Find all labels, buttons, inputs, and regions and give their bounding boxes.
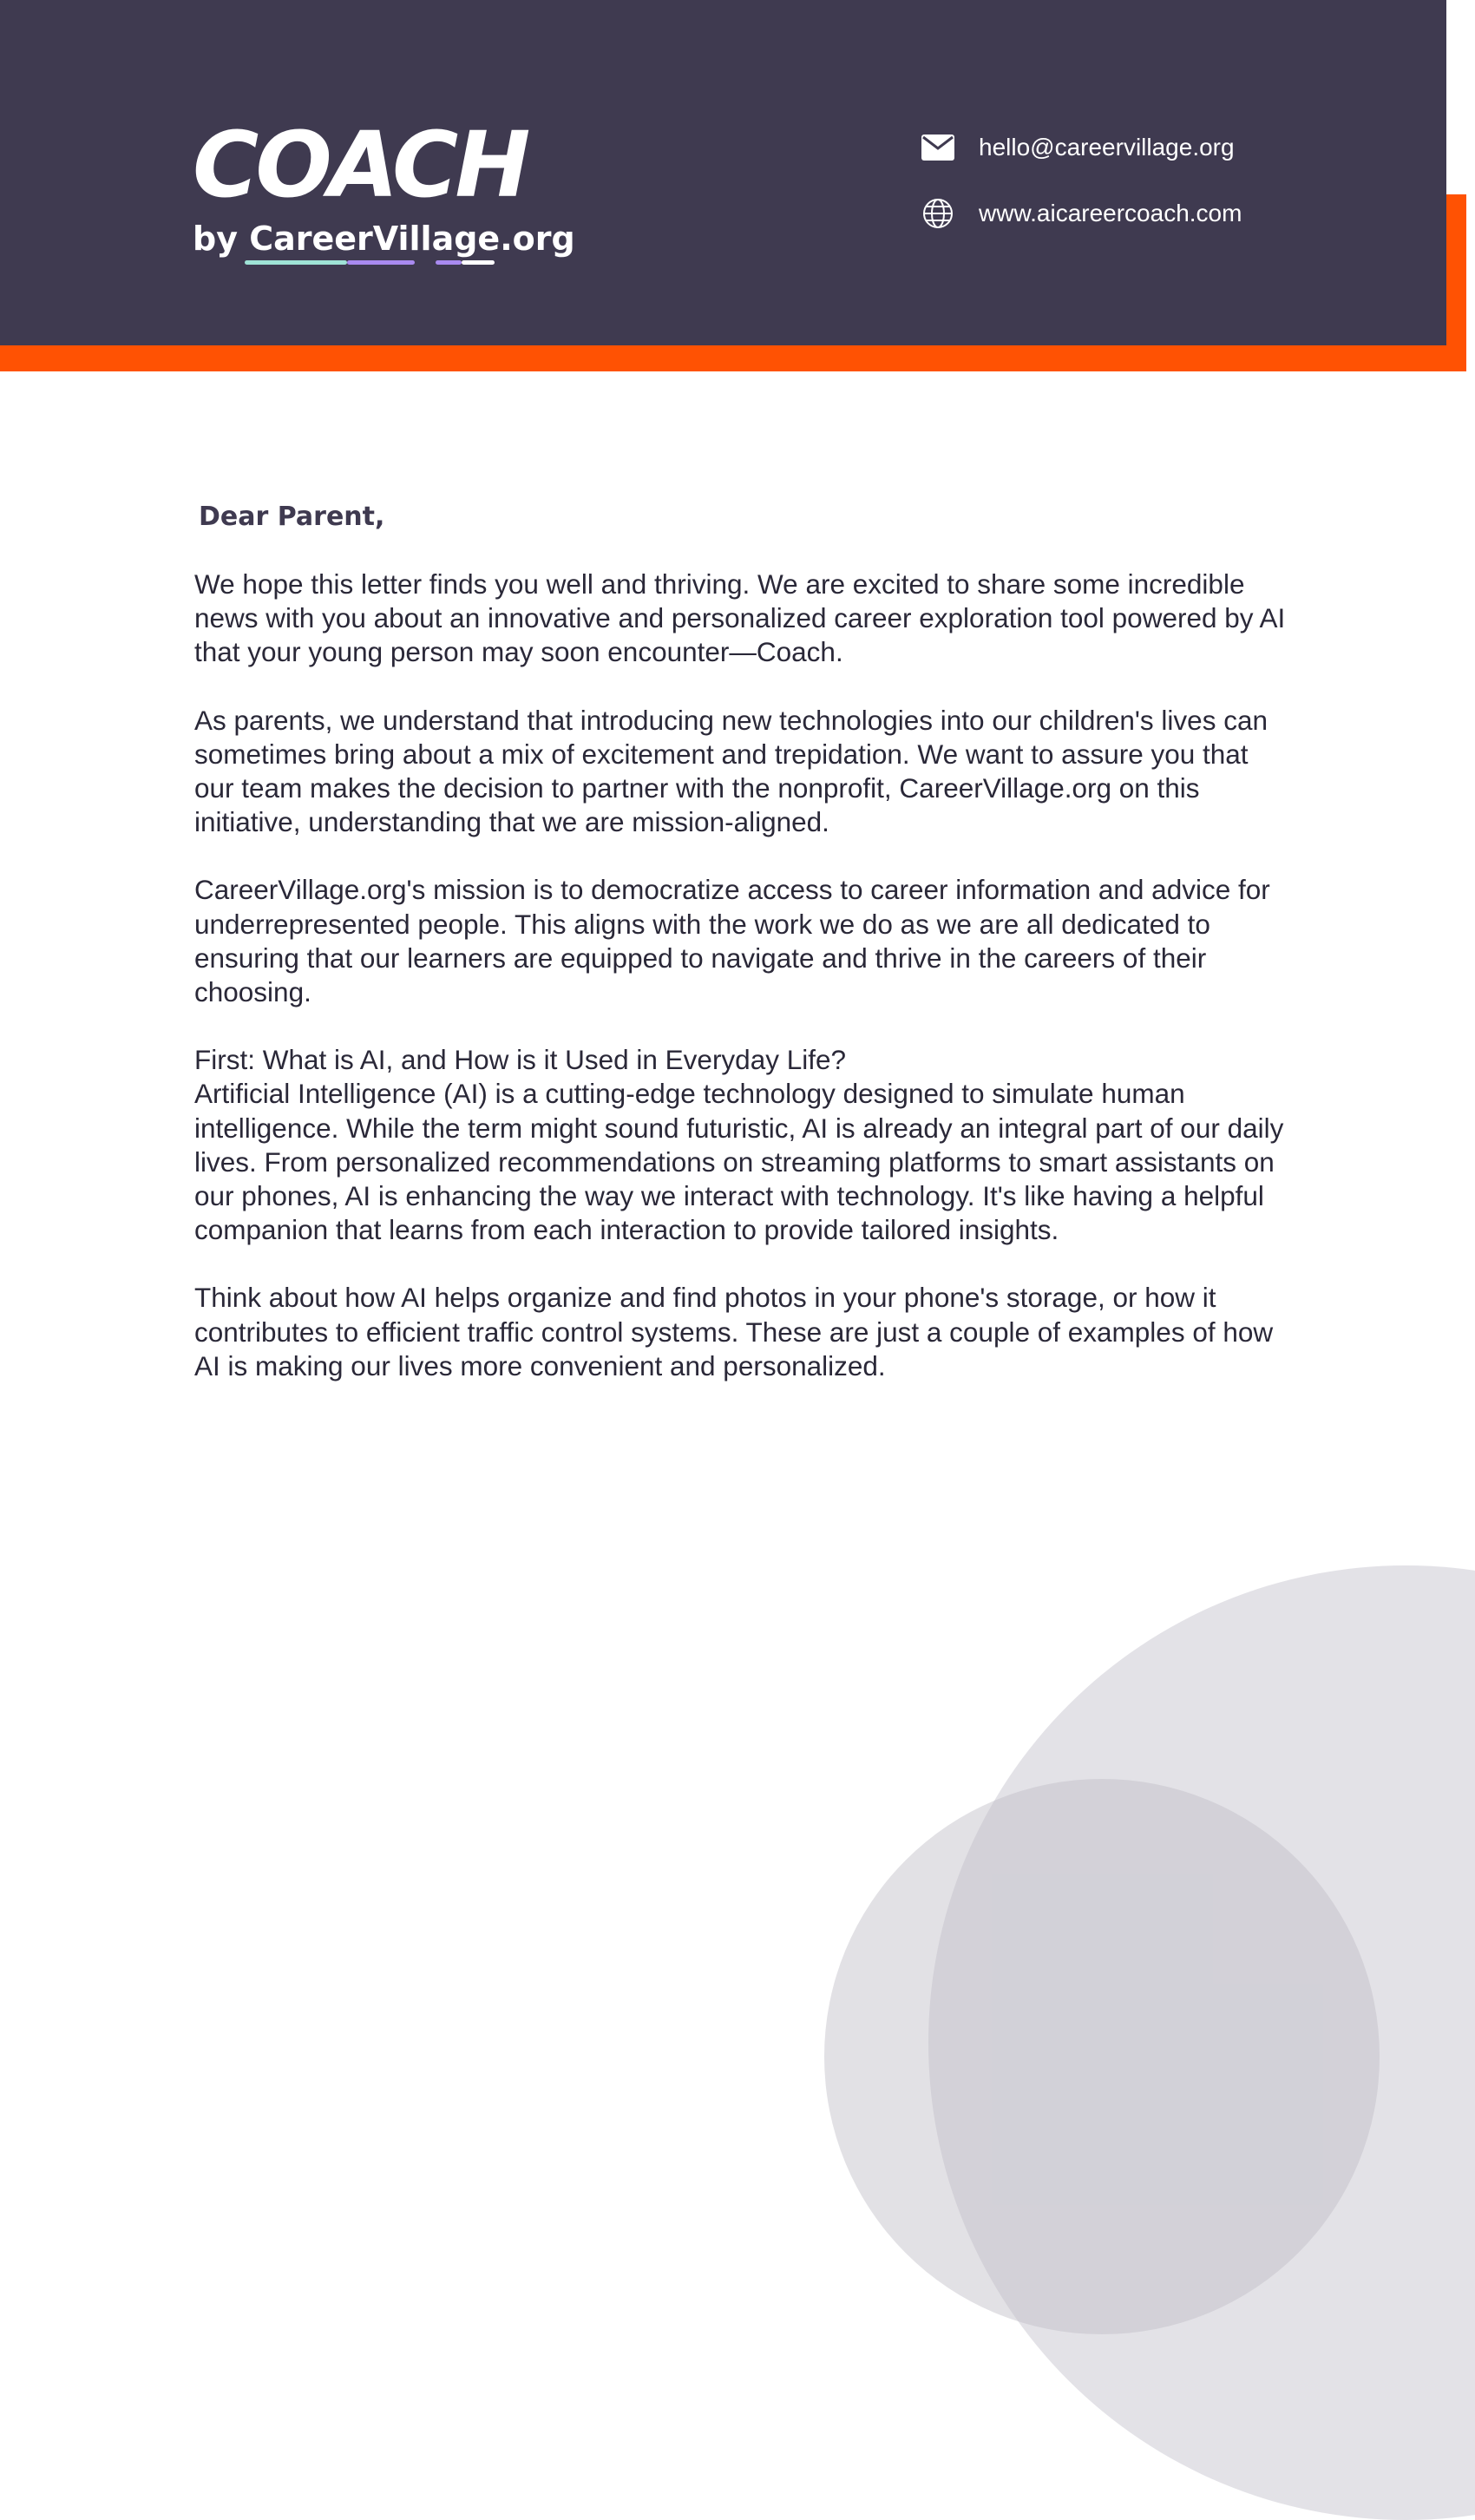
logo-underline-purple-2 bbox=[436, 260, 462, 265]
paragraph-examples: Think about how AI helps organize and find photos in your phone's storage, or how it contributes to efficient traffic control systems. These are just a couple of examples of how AI is making our lives more convenient and personalized. bbox=[194, 1282, 1274, 1381]
decorative-circle-small bbox=[824, 1779, 1380, 2334]
paragraph-parents: As parents, we understand that introducing new technologies into our children's lives can sometimes bring about a mix of excitement and trepidation. We want to assure you that our team makes the decision to partner with the nonprofit, CareerVillage.org on this initiative, understanding that we are mission-aligned. bbox=[194, 704, 1268, 838]
section-heading: First: What is AI, and How is it Used in Everyday Life? bbox=[194, 1044, 847, 1076]
logo-underline-purple bbox=[347, 260, 415, 265]
logo-underline-teal bbox=[245, 260, 347, 265]
contact-email[interactable] bbox=[921, 131, 1235, 164]
paragraph-intro: We hope this letter finds you well and thriving. We are excited to share some incredible news with you about an innovative and personalized career exploration tool powered by AI that your young person may soon encounter—Coach. bbox=[194, 568, 1286, 668]
logo-underline-white bbox=[462, 260, 495, 265]
envelope-icon bbox=[921, 131, 954, 164]
contact-website[interactable] bbox=[921, 197, 1242, 230]
letterhead-header bbox=[0, 0, 1446, 345]
paragraph-mission: CareerVillage.org's mission is to democratize access to career information and advice for underrepresented people. This aligns with the work we do as we are all dedicated to ensuring that our learners are equipped to navigate and thrive in the careers of their choosing. bbox=[194, 874, 1270, 1008]
section-body: Artificial Intelligence (AI) is a cutting-edge technology designed to simulate human intelligence. While the term might sound futuristic, AI is already an integral part of our daily lives. From personalized recommendations on streaming platforms to smart assistants on our phones, AI is enhancing the way we interact with technology. It's like having a helpful companion that learns from each interaction to provide tailored insights. bbox=[194, 1078, 1284, 1246]
logo-wordmark: COACH bbox=[193, 112, 528, 218]
section-what-is-ai bbox=[194, 1043, 1288, 1247]
contact-website-text[interactable]: www.aicareercoach.com bbox=[979, 200, 1242, 226]
coach-logo bbox=[193, 112, 575, 267]
salutation: Dear Parent, bbox=[199, 502, 385, 532]
globe-icon bbox=[921, 197, 954, 230]
logo-byline: by CareerVillage.org bbox=[193, 220, 575, 258]
contact-email-text[interactable]: hello@careervillage.org bbox=[979, 134, 1235, 161]
letter-body bbox=[194, 498, 1288, 1417]
